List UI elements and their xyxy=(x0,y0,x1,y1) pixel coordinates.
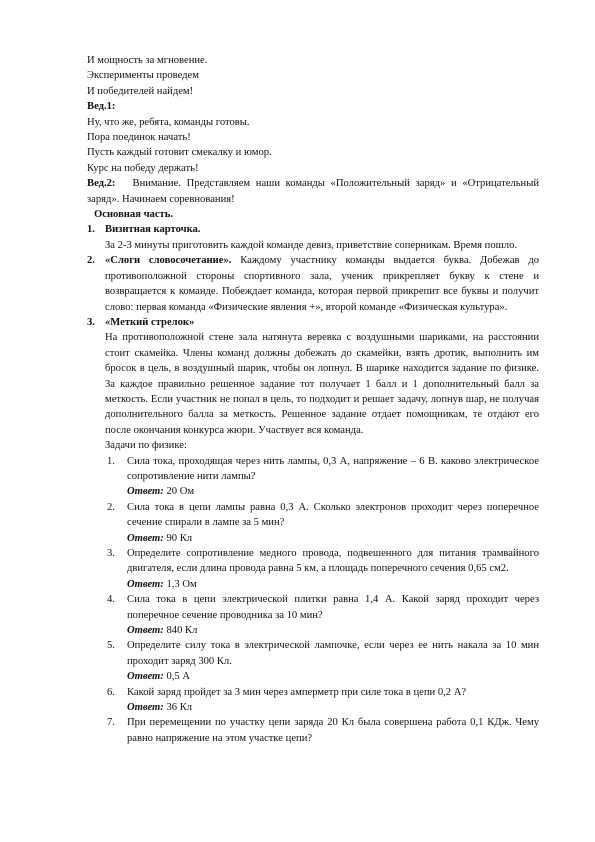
answer-value: 1,3 Ом xyxy=(166,578,197,590)
section-number: 1. xyxy=(87,224,95,236)
answer-label: Ответ: xyxy=(127,486,164,498)
answer-value: 0,5 А xyxy=(166,671,191,683)
task-text: При перемещении по участку цепи заряда 20 Кл была совершена работа 0,1 КДж. Чему равно напряжение на этом участке цепи? xyxy=(127,717,539,744)
task-item xyxy=(87,546,539,577)
intro-line: И мощность за мгновение. xyxy=(87,55,208,66)
task-text: Сила тока в цепи электрической плитки равна 1,4 А. Какой заряд проходит через поперечное сечение проводника за 10 мин? xyxy=(127,594,539,621)
task-answer xyxy=(87,531,539,546)
speaker-2-text: Внимание. Представляем наши команды «Положительный заряд» и «Отрицательный заряд». Начинаем соревнования! xyxy=(87,178,539,205)
task-item xyxy=(87,592,539,623)
task-item xyxy=(87,638,539,669)
section-item xyxy=(87,253,539,315)
section-heading: Основная часть. xyxy=(94,209,174,221)
intro-line: И победителей найдем! xyxy=(87,85,194,97)
section-number: 3. xyxy=(87,316,95,328)
document-body xyxy=(87,53,539,746)
answer-value: 20 Ом xyxy=(166,486,195,498)
answer-label: Ответ: xyxy=(127,671,164,683)
answer-label: Ответ: xyxy=(127,625,164,637)
task-text: Определите сопротивление медного провода, подвешенного для питания трамвайного двигателя, если длина провода равна 5 км, а площадь поперечного сечения 0,65 см2. xyxy=(127,548,539,575)
answer-value: 36 Кл xyxy=(166,702,193,714)
answer-value: 840 Кл xyxy=(166,625,198,637)
speaker-2-label: Вед.2: xyxy=(87,178,116,190)
task-text: Сила тока, проходящая через нить лампы, 0,3 А, напряжение – 6 В. каково электрическое сопротивление нити лампы? xyxy=(127,455,539,482)
task-answer xyxy=(87,669,539,684)
speaker-2-paragraph xyxy=(87,176,539,207)
section-title: «Меткий стрелок» xyxy=(105,316,195,328)
task-answer xyxy=(87,700,539,715)
section-item xyxy=(87,222,539,237)
answer-label: Ответ: xyxy=(127,702,164,714)
speaker-1-line: Пусть каждый готовит смекалку и юмор. xyxy=(87,147,272,159)
task-number: 2. xyxy=(107,501,115,513)
section-item xyxy=(87,315,539,330)
speaker-1-line: Пора поединок начать! xyxy=(87,132,191,144)
task-number: 1. xyxy=(107,455,115,467)
speaker-1-label: Вед.1: xyxy=(87,101,116,113)
task-item xyxy=(87,500,539,531)
task-number: 6. xyxy=(107,686,115,698)
section-number: 2. xyxy=(87,255,95,267)
task-item xyxy=(87,715,539,746)
task-number: 5. xyxy=(107,640,115,652)
task-text: Определите силу тока в электрической лампочке, если через ее нить накала за 10 мин проходит заряд 300 Кл. xyxy=(127,640,539,667)
task-number: 4. xyxy=(107,594,115,606)
answer-value: 90 Кл xyxy=(166,532,193,544)
task-item xyxy=(87,454,539,485)
task-text: Какой заряд пройдет за 3 мин через амперметр при силе тока в цепи 0,2 А? xyxy=(127,686,467,698)
speaker-1-line: Курс на победу держать! xyxy=(87,162,199,174)
speaker-1-line: Ну, что же, ребята, команды готовы. xyxy=(87,116,250,128)
task-item xyxy=(87,685,539,700)
task-number: 7. xyxy=(107,717,115,729)
task-answer xyxy=(87,623,539,638)
task-answer xyxy=(87,577,539,592)
section-body: За 2-3 минуты приготовить каждой команде девиз, приветствие соперникам. Время пошло. xyxy=(105,239,518,251)
task-number: 3. xyxy=(107,548,115,559)
task-text: Сила тока в цепи лампы равна 0,3 А. Сколько электронов проходит через поперечное сечение спирали в лампе за 5 мин? xyxy=(127,501,539,529)
section-text: Каждому участнику команды выдается буква. Добежав до противоположной стороны спортивного зала, ученик прикрепляет букву к стене и возвращается к команде. Побеждает команда, которая первой прикрепит все буквы и получит слово: первая команда «Физические явления +», второй команде «Физическая культура». xyxy=(105,255,540,313)
tasks-label: Задачи по физике: xyxy=(105,440,187,452)
answer-label: Ответ: xyxy=(127,532,164,544)
task-answer xyxy=(87,484,539,499)
section-body: На противоположной стене зала натянута веревка с воздушными шариками, на расстоянии стоит скамейка. Члены команд должны добежать до скамейки, взять дротик, выполнить им бросок в цель, в воздушный шарик, чтобы он лопнул. В шарике находится задание по физике. За каждое правильно решенное задание тот получает 1 балл и 1 дополнительный балл за меткость. Если участник не попал в цель, то подходит и решает задачу, лопнув шар, не получая дополнительного балла за меткость. Решенное задание отдает помощникам, те отдают его после окончания конкурса жюри. Участвует вся команда. xyxy=(105,332,539,436)
section-title: Визитная карточка. xyxy=(105,224,201,236)
intro-line: Эксперименты проведем xyxy=(87,70,199,82)
answer-label: Ответ: xyxy=(127,578,164,590)
section-title: «Слоги словосочетание». xyxy=(105,255,232,267)
